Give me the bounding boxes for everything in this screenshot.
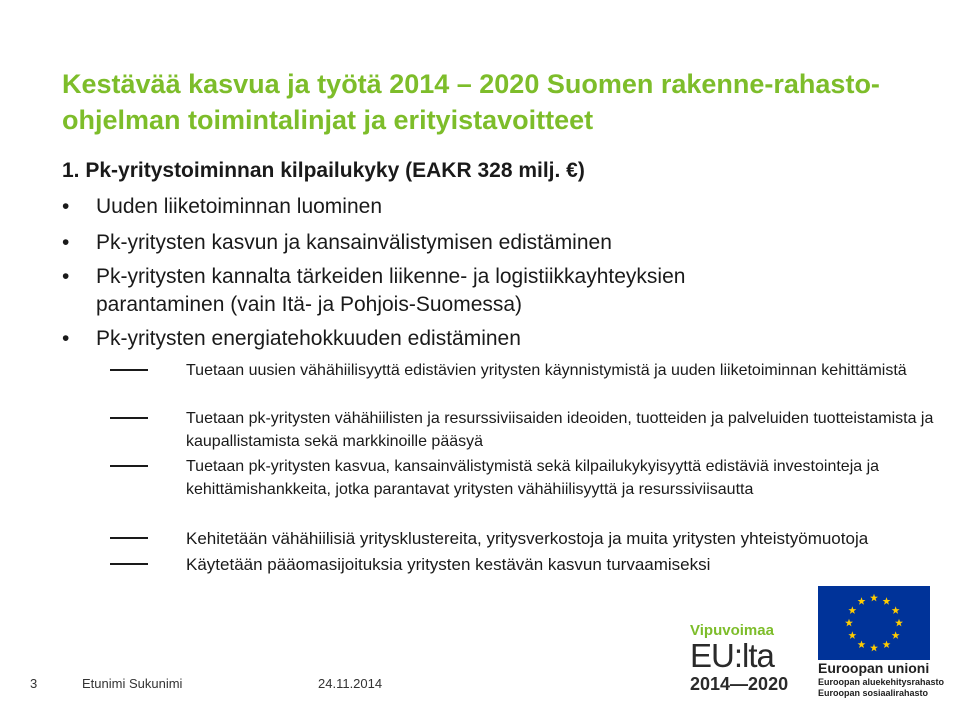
vipuvoimaa-logo (690, 622, 802, 694)
dash-marker (110, 563, 148, 565)
sub-bullet-text: Käytetään pääomasijoituksia yritysten kestävän kasvun turvaamiseksi (186, 555, 711, 574)
dash-marker (110, 465, 148, 467)
slide-title: Kestävää kasvua ja työtä 2014 – 2020 Suomen rakenne-rahasto-ohjelman toimintalinjat ja erityistavoitteet (62, 69, 880, 135)
dash-marker (110, 537, 148, 539)
eu-flag-icon (818, 586, 930, 660)
footer-date: 24.11.2014 (318, 676, 383, 691)
vipuvoimaa-title: Vipuvoimaa (690, 622, 774, 639)
dash-marker (110, 369, 148, 371)
sub-bullet-text: Tuetaan pk-yritysten kasvua, kansainvälistymistä sekä kilpailukykyisyyttä edistäviä investointeja ja kehittämishankkeita, jotka parantavat yritysten vähähiilisyyttä ja resurssiviisautta (186, 458, 880, 498)
sub-bullet-text: Kehitetään vähähiilisiä yritysklustereita, yritysverkostoja ja muita yritysten yhteistyömuotoja (186, 529, 869, 548)
bullet-text: Uuden liiketoiminnan luominen (96, 195, 383, 218)
section-heading: 1. Pk-yritystoiminnan kilpailukyky (EAKR 328 milj. €) (62, 159, 585, 182)
vipuvoimaa-eu: EU:lta (690, 637, 774, 674)
author-name: Etunimi Sukunimi (82, 676, 183, 691)
eu-name: Euroopan unioni (818, 660, 930, 676)
sub-bullet-text: Tuetaan pk-yritysten vähähiilisten ja resurssiviisaiden ideoiden, tuotteiden ja palveluiden tuotteistamista ja kaupallistamista sekä markkinoille pääsyä (186, 410, 934, 450)
eu-fund-social: Euroopan sosiaalirahasto (818, 688, 929, 698)
bullet-text: Pk-yritysten energiatehokkuuden edistäminen (96, 327, 521, 350)
sub-bullet-text: Tuetaan uusien vähähiilisyyttä edistävien yritysten käynnistymistä ja uuden liiketoiminnan kehittämistä (186, 362, 907, 379)
bullet-dot: • (62, 327, 70, 350)
vipuvoimaa-years: 2014—2020 (690, 674, 789, 694)
bullet-dot: • (62, 231, 70, 254)
page-number: 3 (30, 676, 38, 691)
bullet-text: Pk-yritysten kannalta tärkeiden liikenne- ja logistiikkayhteyksien parantaminen (vain Itä- ja Pohjois-Suomessa) (96, 265, 686, 316)
bullet-text: Pk-yritysten kasvun ja kansainvälistymisen edistäminen (96, 231, 612, 254)
dash-marker (110, 417, 148, 419)
eu-fund-regional: Euroopan aluekehitysrahasto (818, 677, 945, 687)
bullet-dot: • (62, 195, 70, 218)
bullet-dot: • (62, 265, 70, 288)
